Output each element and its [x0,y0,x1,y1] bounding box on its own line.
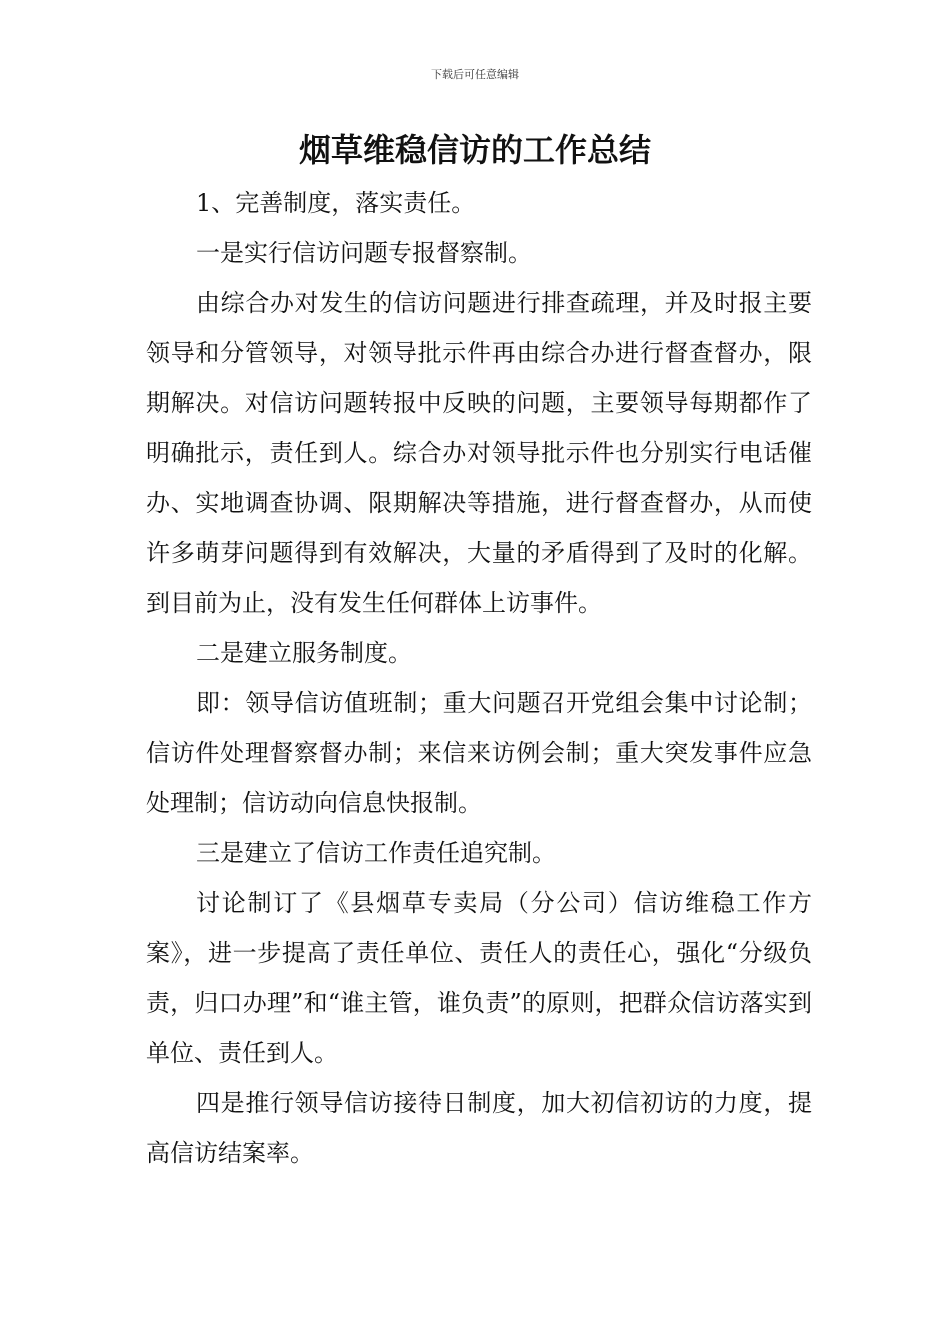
paragraph-item-one-heading: 一是实行信访问题专报督察制。 [196,239,532,267]
paragraph-item-four: 四是推行领导信访接待日制度，加大初信初访的力度，提高信访结案率。 [146,1089,812,1167]
paragraph-section-heading: 1、完善制度，落实责任。 [196,189,476,217]
paragraph-item-two-body: 即：领导信访值班制；重大问题召开党组会集中讨论制；信访件处理督察督办制；来信来访例会制；重大突发事件应急处理制；信访动向信息快报制。 [146,689,812,817]
paragraph-item-one-body: 由综合办对发生的信访问题进行排查疏理，并及时报主要领导和分管领导，对领导批示件再由综合办进行督查督办，限期解决。对信访问题转报中反映的问题，主要领导每期都作了明确批示，责任到人。综合办对领导批示件也分别实行电话催办、实地调查协调、限期解决等措施，进行督查督办，从而使许多萌芽问题得到有效解决，大量的矛盾得到了及时的化解。到目前为止，没有发生任何群体上访事件。 [146,289,812,617]
header-note: 下载后可任意编辑 [431,68,519,81]
paragraph-item-three-body: 讨论制订了《县烟草专卖局（分公司）信访维稳工作方案》，进一步提高了责任单位、责任人的责任心，强化“分级负责，归口办理”和“谁主管，谁负责”的原则，把群众信访落实到单位、责任到人。 [146,889,812,1067]
document-body [146,178,812,1178]
document-title: 烟草维稳信访的工作总结 [298,131,651,169]
paragraph-item-two-heading: 二是建立服务制度。 [196,639,412,667]
paragraph-item-three-heading: 三是建立了信访工作责任追究制。 [196,839,556,867]
